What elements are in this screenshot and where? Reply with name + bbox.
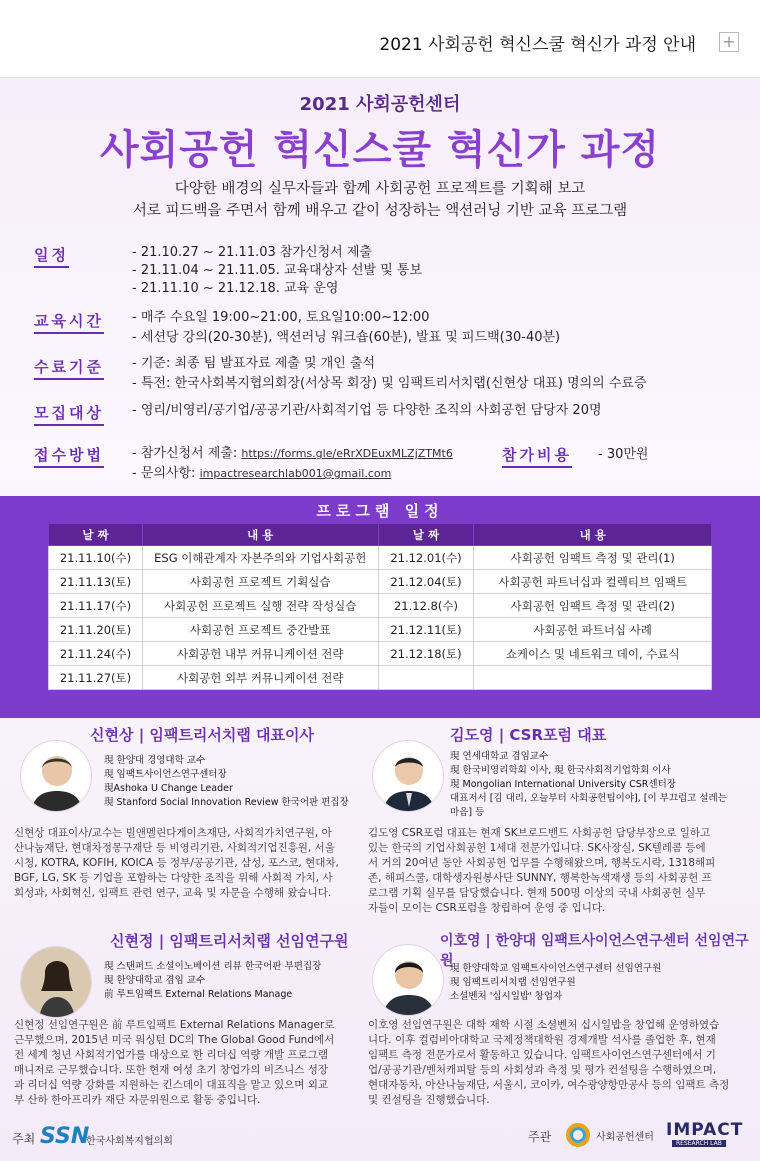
col-header-date: 날 짜 (49, 524, 143, 546)
table-cell: 사회공헌 파트너십과 컬렉티브 임팩트 (474, 570, 712, 594)
instructor-credentials (104, 960, 321, 1002)
bio-line: 김도영 CSR포럼 대표는 현재 SK브로드밴드 사회공헌 담당부장으로 일하고 (368, 827, 711, 839)
header-title: 2021 사회공헌 혁신스쿨 혁신가 과정 안내 (379, 35, 696, 55)
table-row (49, 618, 712, 642)
bio-line: 니다. 이후 컬럼비아대학교 국제정책대학원 경제개발 석사를 졸업한 후, 현재 (368, 1034, 716, 1046)
bio-line: 이호영 선임연구원은 대학 재학 시절 소셜벤처 십시일밥을 창업해 운영하였습 (368, 1019, 720, 1031)
credential: 마음] 등 (450, 807, 485, 818)
table-cell: 사회공헌 프로젝트 기획실습 (142, 570, 378, 594)
table-cell: 21.11.27(토) (49, 666, 143, 690)
table-row (49, 570, 712, 594)
credential: 現 Stanford Social Innovation Review 한국어판 편집장 (104, 797, 349, 808)
criteria-label: 수료기준 (34, 356, 104, 380)
schedule-label: 일정 (34, 244, 69, 268)
instructor-photo (372, 944, 444, 1016)
schedule-values (132, 244, 422, 298)
credential: 現 Mongolian International University CSR센터장 (450, 779, 676, 790)
apply-form-prefix: - 참가신청서 제출: (132, 446, 242, 461)
bio-line: 근무했으며, 2015년 미국 워싱턴 DC의 The Global Good Fund에서 (14, 1034, 335, 1046)
instructor-photo (20, 740, 92, 812)
time-label: 교육시간 (34, 310, 104, 334)
criteria-item: - 특전: 한국사회복지협의회장(서상목 회장) 및 임팩트리서치랩(신현상 대표) 명의의 수료증 (132, 376, 647, 391)
table-cell (474, 666, 712, 690)
bio-line: 자들이 모이는 CSR포럼을 창립하여 운영 중 입니다. (368, 902, 606, 914)
expand-button[interactable]: + (719, 32, 739, 52)
bio-line: 부 산하 한아프리카 재단 자문위원으로 활동 중입니다. (14, 1094, 261, 1106)
bio-line: 회성과, 사회혁신, 임팩트 관련 연구, 교육 및 자문을 수행해 왔습니다. (14, 887, 332, 899)
instructor-name: 이호영 | 한양대 임팩트사이언스연구센터 선임연구원 (440, 933, 749, 969)
program-schedule (0, 496, 760, 718)
schedule-item: - 21.11.10 ~ 21.12.18. 교육 운영 (132, 281, 339, 296)
credential: 前 루트임팩트 External Relations Manage (104, 989, 293, 1000)
table-header-row (49, 524, 712, 546)
col-header-content: 내 용 (142, 524, 378, 546)
table-cell (378, 666, 474, 690)
program-heading: 프로그램 일정 (316, 502, 444, 520)
instructor-name: 김도영 | CSR포럼 대표 (450, 726, 607, 744)
host-name: 한국사회복지협의회 (86, 1136, 173, 1147)
instructor-credentials (450, 962, 661, 1004)
bio-line: 전 세계 청년 사회적기업가를 대상으로 한 리더십 역량 개발 프로그램 (14, 1049, 329, 1061)
poster-description (0, 178, 760, 222)
table-cell: 21.11.20(토) (49, 618, 143, 642)
bio-line: 산나눔재단, 현대차정몽구재단 등 비영리기관, 사회적기업진흥원, 서울 (14, 842, 335, 854)
header-bar (0, 0, 760, 78)
instructor-bio (14, 826, 360, 901)
table-cell: 21.11.13(토) (49, 570, 143, 594)
bio-line: 서 거의 20여년 동안 사회공헌 업무를 수행해왔으며, 행복도시락, 1318해피 (368, 857, 716, 869)
table-cell: 21.12.04(토) (378, 570, 474, 594)
table-cell: 사회공헌 프로젝트 중간발표 (142, 618, 378, 642)
time-item: - 세션당 강의(20-30분), 액션러닝 워크숍(60분), 발표 및 피드백(30-40분) (132, 330, 561, 345)
credential: 現Ashoka U Change Leader (104, 783, 233, 794)
fee-value: - 30만원 (598, 447, 649, 462)
credential: 대표저서 [김 대리, 오늘부터 사회공헌팀이야], [이 부끄럽고 설레는 (450, 793, 727, 804)
bio-line: 로그램 기획 실무를 담당했습니다. 현재 500명 이상의 국내 사회공헌 실무 (368, 887, 706, 899)
table-cell: 사회공헌 임팩트 측정 및 관리(2) (474, 594, 712, 618)
bio-line: 과 리더십 역량 강화를 지원하는 킨스데이 대표직을 맡고 있으며 외교 (14, 1079, 329, 1091)
bio-line: BGF, LG, SK 등 기업을 포함하는 다양한 조직을 위해 사회적 가치, 사 (14, 872, 333, 884)
instructor-bio (368, 1018, 754, 1108)
bio-line: 및 컨설팅을 진행했습니다. (368, 1094, 490, 1106)
table-cell: 사회공헌 외부 커뮤니케이션 전략 (142, 666, 378, 690)
col-header-content: 내 용 (474, 524, 712, 546)
organizer1-name: 사회공헌센터 (596, 1132, 654, 1143)
col-header-date: 날 짜 (378, 524, 474, 546)
instructor-bio (14, 1018, 360, 1108)
table-cell: 21.11.17(수) (49, 594, 143, 618)
instructor-name: 신현정 | 임팩트리서치랩 선임연구원 (110, 932, 349, 950)
table-cell: 21.12.11(토) (378, 618, 474, 642)
time-values (132, 308, 560, 348)
apply-values (132, 444, 453, 484)
instructor-photo (372, 740, 444, 812)
table-cell: 21.11.10(수) (49, 546, 143, 570)
criteria-item: - 기준: 최종 팀 발표자료 제출 및 개인 출석 (132, 356, 376, 371)
credential: 現 한양대학교 겸임 교수 (104, 975, 206, 986)
impact-logo: IMPACT (666, 1120, 744, 1140)
bio-line: 존, 해피스쿨, 대학생자원봉사단 SUNNY, 행복한녹색재생 등의 사회공헌 프 (368, 872, 712, 884)
poster (0, 78, 760, 1161)
schedule-item: - 21.11.04 ~ 21.11.05. 교육대상자 선발 및 통보 (132, 263, 423, 278)
table-cell: 사회공헌 내부 커뮤니케이션 전략 (142, 642, 378, 666)
description-line: 서로 피드백을 주면서 함께 배우고 같이 성장하는 액션러닝 기반 교육 프로그램 (132, 203, 628, 219)
table-cell: 사회공헌 임팩트 측정 및 관리(1) (474, 546, 712, 570)
apply-label: 접수방법 (34, 444, 104, 468)
credential: 現 스탠퍼드 소셜이노베이션 리뷰 한국어판 부편집장 (104, 961, 322, 972)
criteria-values (132, 354, 647, 394)
table-cell: 21.12.8(수) (378, 594, 474, 618)
host-label: 주최 (12, 1132, 36, 1146)
credential: 現 임팩트리서치랩 선임연구원 (450, 977, 576, 988)
csr-center-logo-icon (566, 1123, 590, 1147)
target-value: - 영리/비영리/공기업/공공기관/사회적기업 등 다양한 조직의 사회공헌 담당자 20명 (132, 403, 602, 418)
impact-logo-sub: RESEARCH LAB (672, 1140, 726, 1147)
instructor-photo (20, 946, 92, 1018)
bio-line: 매니저로 근무했습니다. 또한 현재 여성 초기 창업가의 비즈니스 성장 (14, 1064, 329, 1076)
table-cell: 21.12.01(수) (378, 546, 474, 570)
poster-subtitle: 2021 사회공헌센터 (299, 94, 461, 115)
program-table (48, 523, 712, 690)
credential: 現 한국비영리학회 이사, 現 한국사회적기업학회 이사 (450, 765, 671, 776)
table-row (49, 546, 712, 570)
credential: 現 한양대 경영대학 교수 (104, 755, 206, 766)
instructor-credentials (104, 754, 349, 810)
footer (0, 1118, 760, 1161)
credential: 소셜벤처 '십시일밥' 창업자 (450, 991, 563, 1002)
table-cell: ESG 이해관계자 자본주의와 기업사회공헌 (142, 546, 378, 570)
apply-form-link[interactable]: https://forms.gle/eRrXDEuxMLZjZTMt6 (241, 447, 453, 460)
table-row (49, 642, 712, 666)
table-row (49, 594, 712, 618)
time-item: - 매주 수요일 19:00~21:00, 토요일10:00~12:00 (132, 310, 430, 325)
credential: 現 한양대학교 임팩트사이언스연구센터 선임연구원 (450, 963, 662, 974)
bio-line: 임팩트 측정 전문가로서 활동하고 있습니다. 임팩트사이언스연구센터에서 기 (368, 1049, 716, 1061)
credential: 現 연세대학교 겸임교수 (450, 751, 549, 762)
credential: 現 임팩트사이언스연구센터장 (104, 769, 227, 780)
instructor-name: 신현상 | 임팩트리서치랩 대표이사 (90, 726, 315, 744)
instructor-bio (368, 826, 748, 916)
bio-line: 시청, KOTRA, KOFIH, KOICA 등 정부/공공기관, 삼성, 포스코, 현대차, (14, 857, 339, 869)
table-cell: 21.11.24(수) (49, 642, 143, 666)
bio-line: 신현상 대표이사/교수는 빌앤멜린다게이츠재단, 사회적가치연구원, 아 (14, 827, 332, 839)
table-cell: 쇼케이스 및 네트워크 데이, 수료식 (474, 642, 712, 666)
bio-line: 있는 한국의 기업사회공헌 1세대 전문가입니다. SK사장실, SK텔레콤 등에 (368, 842, 706, 854)
fee-label: 참가비용 (502, 444, 572, 468)
apply-contact-prefix: - 문의사항: (132, 466, 200, 481)
schedule-item: - 21.10.27 ~ 21.11.03 참가신청서 제출 (132, 245, 372, 260)
bio-line: 현대자동차, 아산나눔재단, 서울시, 코이카, 여수광양항만공사 등의 임팩트 측정 (368, 1079, 730, 1091)
bio-line: 업/공공기관/벤처캐피탈 등의 사회성과 측정 및 평가 컨설팅을 수행하였으며, (368, 1064, 717, 1076)
table-cell: 사회공헌 프로젝트 실행 전략 작성실습 (142, 594, 378, 618)
apply-contact-link[interactable]: impactresearchlab001@gmail.com (199, 467, 392, 480)
ssn-logo: SSN (40, 1124, 90, 1149)
instructor-credentials (450, 750, 727, 820)
target-label: 모집대상 (34, 402, 104, 426)
description-line: 다양한 배경의 실무자들과 함께 사회공헌 프로젝트를 기획해 보고 (174, 181, 586, 197)
table-cell: 사회공헌 파트너십 사례 (474, 618, 712, 642)
poster-title: 사회공헌 혁신스쿨 혁신가 과정 (99, 127, 661, 173)
table-cell: 21.12.18(토) (378, 642, 474, 666)
table-row (49, 666, 712, 690)
bio-line: 신현정 선임연구원은 前 루트임팩트 External Relations Manager로 (14, 1019, 335, 1031)
organizer-label: 주관 (528, 1130, 552, 1144)
